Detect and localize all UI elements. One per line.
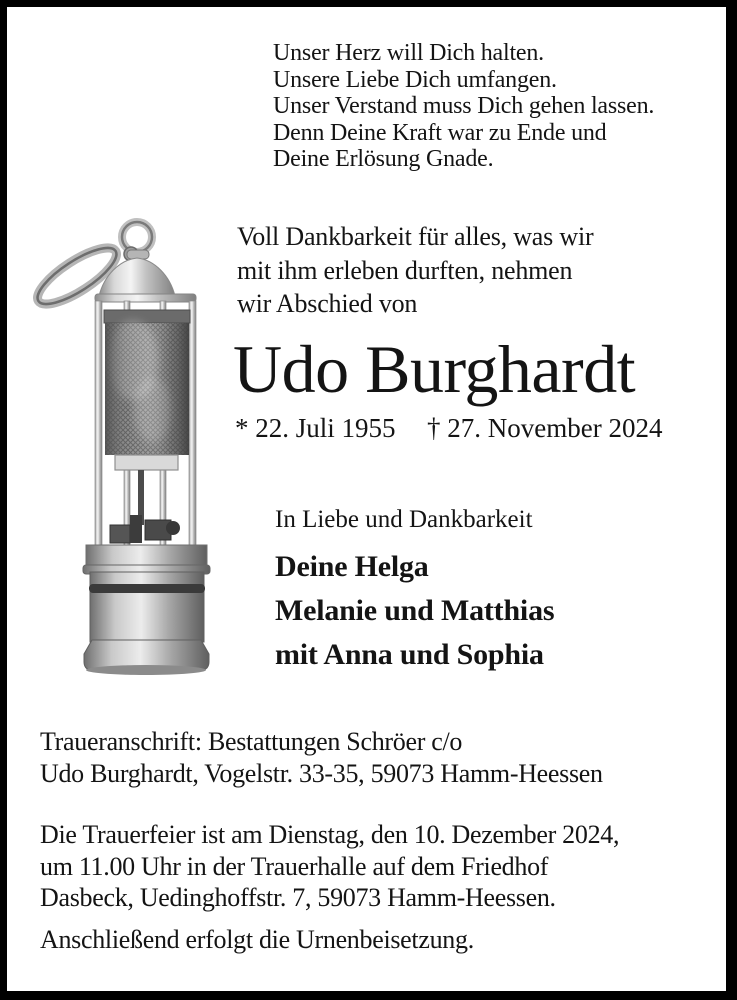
- family-line: Deine Helga: [275, 550, 429, 583]
- family-names: [275, 545, 705, 677]
- address-line: Traueranschrift: Bestattungen Schröer c/o: [40, 727, 463, 756]
- service-line: Die Trauerfeier ist am Dienstag, den 10. Dezember 2024,: [40, 820, 620, 849]
- paper: [7, 7, 726, 991]
- closing-line: Anschließend erfolgt die Urnenbeisetzung.: [40, 925, 474, 954]
- intro-line: mit ihm erleben durften, nehmen: [237, 255, 573, 285]
- mourning-address: [40, 726, 720, 789]
- birth-date: * 22. Juli 1955: [235, 413, 396, 443]
- farewell-intro: In Liebe und Dankbarkeit: [275, 506, 533, 533]
- life-dates: [235, 411, 715, 447]
- deceased-name: Udo Burghardt: [233, 331, 636, 407]
- poem: [273, 40, 723, 173]
- intro-line: Voll Dankbarkeit für alles, was wir: [237, 222, 594, 251]
- poem-line: Unsere Liebe Dich umfangen.: [273, 66, 557, 93]
- family-line: Melanie und Matthias: [275, 594, 555, 627]
- funeral-service-info: [40, 819, 720, 914]
- miners-lamp-icon: [33, 210, 233, 680]
- service-line: um 11.00 Uhr in der Trauerhalle auf dem Friedhof: [40, 851, 549, 881]
- death-date: † 27. November 2024: [427, 413, 663, 443]
- intro-line: wir Abschied von: [237, 289, 418, 319]
- poem-line: Unser Verstand muss Dich gehen lassen.: [273, 93, 655, 120]
- address-line: Udo Burghardt, Vogelstr. 33-35, 59073 Hamm-Heessen: [40, 758, 603, 788]
- poem-line: Unser Herz will Dich halten.: [273, 40, 544, 66]
- poem-line: Denn Deine Kraft war zu Ende und: [273, 119, 607, 146]
- family-line: mit Anna und Sophia: [275, 638, 544, 671]
- miners-lamp-photo: [33, 210, 233, 680]
- service-line: Dasbeck, Uedinghoffstr. 7, 59073 Hamm-Heessen.: [40, 883, 556, 912]
- poem-line: Deine Erlösung Gnade.: [273, 146, 494, 173]
- intro-text: [237, 220, 707, 321]
